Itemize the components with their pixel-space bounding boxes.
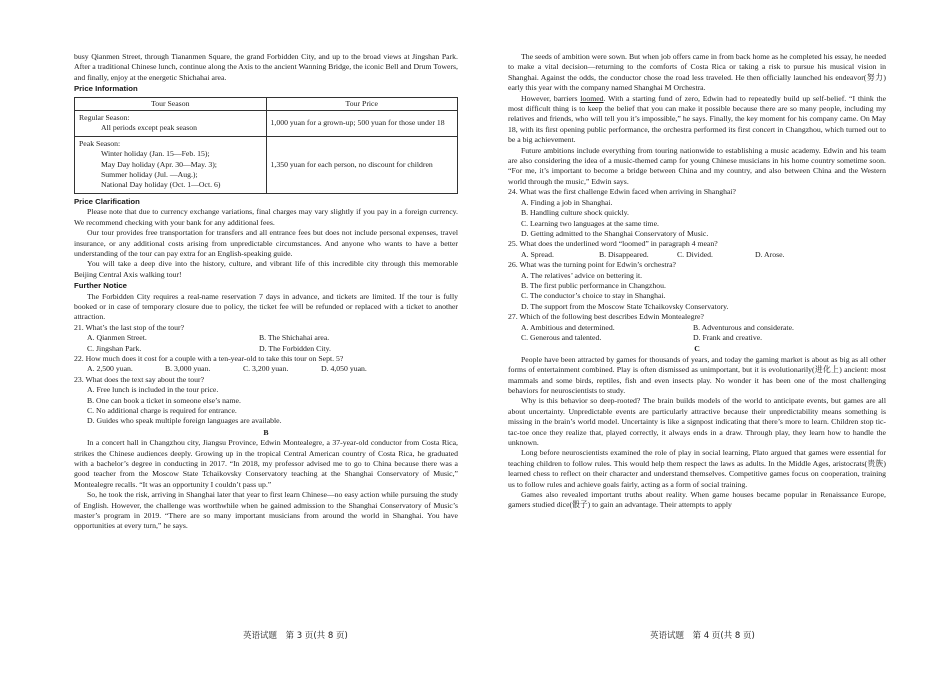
question-22: 22. How much does it cost for a couple with a ten-year-old to take this tour on Sept. 5? [74,353,344,363]
option: D. The support from the Moscow State Tchaikovsky Conservatory. [521,301,729,311]
option: C. 3,200 yuan. [243,364,289,374]
paragraph: The Forbidden City requires a real-name reservation 7 days in advance, and tickets are limited. If the tour is fully booked or in case of temporary closure due to policy, the ticket fee will be refunded or replaced with a ticket to another attraction. [74,291,458,322]
section-b-heading: B [263,427,269,437]
season-detail: All periods except peak season [101,123,197,133]
options-23 [74,385,458,395]
paragraph: The seeds of ambition were sown. But when job offers came in from back home as he completed his essay, he needed to make a vital decision—returning to the comforts of Costa Rica or taking a risk to pursue his musical vision in Shanghai. Against the odds, the conductor chose the road less traveled. He then officially launched his endeavor(努力) early this year with the company named Shanghai M Orchestra. [508,52,886,93]
option: A. The relatives’ advice on bettering it. [521,270,643,280]
season-label: Regular Season: [79,113,130,123]
paragraph: You will take a deep dive into the history, culture, and vibrant life of this incredible city through this memorable Beijing Central Axis walking tour! [74,259,458,279]
table-row [75,111,458,137]
question-25: 25. What does the underlined word “loomed” in paragraph 4 mean? [508,239,718,249]
option: A. Ambitious and determined. [521,322,615,332]
question-27: 27. Which of the following best describes Edwin Montealegre? [508,312,704,322]
options-25 [508,250,886,260]
paragraph: Our tour provides free transportation for transfers and all entrance fees but does not include personal expenses, travel insurance, or any additional costs arising from unpredictable circumstances. And anyone who wants to have a better understanding of the tour can pay extra for an English-speaking guide. [74,228,458,258]
option: B. Handling culture shock quickly. [521,208,629,218]
options-23 [74,396,458,406]
option: B. 3,000 yuan. [165,364,211,374]
option: D. Guides who speak multiple foreign languages are available. [87,416,282,426]
table-cell-price: 1,350 yuan for each person, no discount for children [266,136,458,193]
question-21: 21. What’s the last stop of the tour? [74,322,185,332]
option: D. Arose. [755,249,785,259]
tour-intro: busy Qianmen Street, through Tiananmen Square, the grand Forbidden City, and up to the broad views at Jingshan Park. After a traditional Chinese lunch, continue along the Axis to the ancient Wanning Bridge, the iconic Bell and Drum Towers, and finally, enjoy at the energetic Shichahai area. [74,52,458,82]
table-header-price: Tour Price [266,97,458,110]
option: D. Getting admitted to the Shanghai Conservatory of Music. [521,228,709,238]
season-detail: Summer holiday (Jul. —Aug.); [101,170,198,180]
further-notice-heading: Further Notice [74,281,127,291]
question-23: 23. What does the text say about the tour? [74,374,205,384]
text-span: . With a starting fund of zero, Edwin had to repeatedly build up self-belief. “I think the most difficult thing is to keep the belief that you can make it possible because there are so many people, including my relatives and friends, who will tell you it’s impossible,” he says. Finally, the key moment for his company came. On May 18, with its first opening public performance, the orchestra performed its first concert in Changzhou, which turned out to be a big achievement. [508,93,887,145]
paragraph: In a concert hall in Changzhou city, Jiangsu Province, Edwin Montealegre, a 37-year-old conductor from Costa Rica, strikes the Chinese audiences deeply. Growing up in the tropical Central American country of Costa Rica, he graduated with a bachelor’s degree in conducting in 2017. “In 2018, my professor advised me to go to China because there was a good teacher from the Moscow State Tchaikovsky Conservatory teaching at the Shanghai Conservatory of Music,” Montealegre recalls. “It was an opportunity I couldn’t pass up.” [74,438,458,489]
price-info-heading: Price Information [74,84,138,94]
option: C. Divided. [677,249,713,259]
season-label: Peak Season: [79,138,121,148]
option: A. Free lunch is included in the tour price. [87,385,219,395]
right-column [508,52,886,511]
table-row [75,136,458,193]
table-cell-season [75,111,267,137]
options-21 [74,333,458,343]
paragraph: Games also revealed important truths about reality. When game houses became popular in Renaissance Europe, gamers studied dice(骰子) to gain an advantage. Their attempts to apply [508,490,886,510]
options-24 [508,198,886,208]
option: C. Generous and talented. [521,332,602,342]
page-footer-left: 英语试题 第 3 页(共 8 页) [243,631,348,641]
options-26 [508,271,886,281]
page-footer-right: 英语试题 第 4 页(共 8 页) [650,631,755,641]
option: C. Learning two languages at the same time. [521,218,659,228]
table-cell-season [75,136,267,193]
option: A. 2,500 yuan. [87,364,133,374]
options-23 [74,406,458,416]
paragraph: Please note that due to currency exchange variations, final charges may vary slightly if you pay in a foreign currency. We recommend checking with your bank for any additional fees. [74,207,458,227]
season-detail: Winter holiday (Jan. 15—Feb. 15); [101,149,210,159]
paragraph: So, he took the risk, arriving in Shanghai later that year to first learn Chinese—no easy action while pursuing the study of English. However, the challenge was worthwhile when he gained admission to the Shanghai Conservatory of Music’s master’s program in 2019. “There are so many important musicians from around the world in Shanghai. You have opportunities at every turn,” he says. [74,490,458,531]
options-26 [508,281,886,291]
section-c-heading: C [694,344,700,354]
option: B. Adventurous and considerate. [693,322,794,332]
option: B. One can book a ticket in someone else’s name. [87,395,241,405]
option: D. The Forbidden City. [259,343,331,353]
table-cell-price: 1,000 yuan for a grown-up; 500 yuan for those under 18 [266,111,458,137]
option: B. Disappeared. [599,249,649,259]
underlined-word: loomed [580,93,604,103]
options-27 [508,323,886,333]
question-26: 26. What was the turning point for Edwin’s orchestra? [508,260,676,270]
option: C. No additional charge is required for entrance. [87,406,237,415]
option: B. The first public performance in Changzhou. [521,280,666,290]
options-26 [508,291,886,301]
options-27 [508,333,886,343]
option: D. Frank and creative. [693,332,763,342]
options-22 [74,364,458,374]
price-clarification-heading: Price Clarification [74,196,140,206]
paragraph: People have been attracted by games for thousands of years, and today the gaming market is about as big as all other forms of entertainment combined. Play is often dismissed as unimportant, but it is evolutionarily(进化上) ancient: most mammals and some birds, reptiles, fish and even insects play. No wonder it has been one of the most challenging behaviors for neuroscientists to study. [508,354,886,395]
options-21 [74,344,458,354]
text-span: However, barriers [521,93,581,103]
paragraph [508,94,886,146]
option: C. The conductor’s choice to stay in Shanghai. [521,291,666,301]
table-header-season: Tour Season [75,97,267,110]
left-column [74,52,458,532]
price-table [74,97,458,194]
paragraph: Long before neuroscientists examined the role of play in social learning, Plato argued that games were essential for teaching children to follow rules. This would help them respect the laws as adults. In the Middle Ages, aristocrats(贵族) learned chess to reflect on their character and understand themselves. Competitive games focus on cooperation, training us to follow rules and achieve goals fairly, acting as a form of social training. [508,448,886,489]
season-detail: National Day holiday (Oct. 1—Oct. 6) [101,180,221,190]
option: A. Finding a job in Shanghai. [521,197,613,207]
options-26 [508,302,886,312]
options-23 [74,416,458,426]
question-24: 24. What was the first challenge Edwin faced when arriving in Shanghai? [508,187,736,197]
paragraph: Why is this behavior so deep-rooted? The brain builds models of the world to anticipate events, but games are all about uncertainty. Unpredictable events are particularly attractive because their unpredictability means something is missing in the brain’s world model. Uncertainty is like a signpost indicating that there’s more to learn. Children stop tic-tac-toe once they realize that, played correctly, it always ends in a draw. Through play, they learn how to handle the unknown. [508,396,886,448]
option: B. The Shichahai area. [259,333,330,343]
option: A. Spread. [521,249,554,259]
options-24 [508,208,886,218]
options-24 [508,229,886,239]
paragraph: Future ambitions include everything from touring nationwide to establishing a music academy. Edwin and his team are also considering the idea of a music-themed camp for young Chinese musicians in his home country sometime soon. “For me, it’s important to become a bridge between China and my country, and also between China and the Western world through the music,” Edwin says. [508,145,886,186]
options-24 [508,219,886,229]
option: A. Qianmen Street. [87,333,147,343]
season-detail: May Day holiday (Apr. 30—May. 3); [101,159,217,169]
option: C. Jingshan Park. [87,343,142,353]
option: D. 4,050 yuan. [321,364,367,374]
